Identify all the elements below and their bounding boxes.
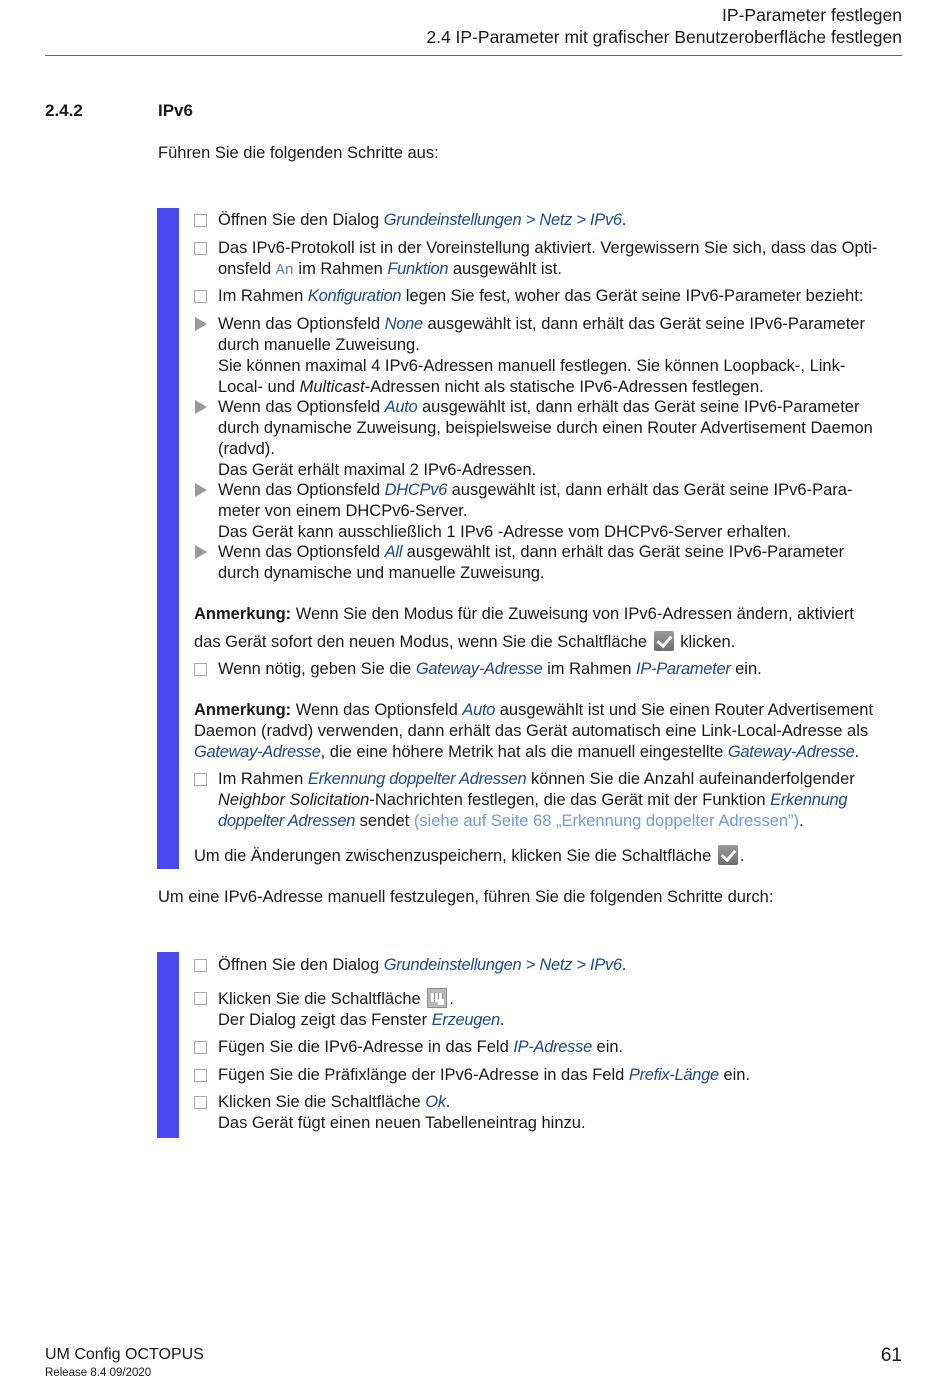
window-erzeugen: Erzeugen — [431, 1011, 500, 1029]
instruction-bar-1 — [157, 208, 179, 869]
checkbox-step-icon — [194, 290, 207, 303]
create-button-icon — [427, 988, 447, 1008]
step-check-protocol-cont: onsfeld An im Rahmen Funktion ausgewählt ist. — [218, 260, 562, 279]
option-none: None — [384, 315, 423, 333]
triangle-bullet-icon — [195, 317, 207, 331]
frame-konfiguration: Konfiguration — [307, 287, 402, 305]
field-prefix-laenge: Prefix-Länge — [628, 1066, 719, 1084]
note2-line1: Anmerkung: Wenn das Optionsfeld Auto ausgewählt ist und Sie einen Router Advertisement — [194, 701, 874, 719]
triangle-bullet-icon — [195, 483, 207, 497]
button-ok-label: Ok — [425, 1093, 446, 1111]
checkbox-step-icon — [194, 959, 207, 972]
step2-prefix-length: Fügen Sie die Präfixlänge der IPv6-Adresse in das Feld Prefix-Länge ein. — [218, 1066, 751, 1084]
checkbox-step-icon — [194, 773, 207, 786]
intro-text: Führen Sie die folgenden Schritte aus: — [158, 144, 439, 162]
option-an: An — [275, 262, 294, 279]
menu-path: Grundeinstellungen > Netz > IPv6 — [383, 956, 622, 974]
step2-click-ok-cont: Das Gerät fügt einen neuen Tabelleneintrag hinzu. — [218, 1114, 586, 1132]
header-chapter: IP-Parameter festlegen — [722, 5, 902, 25]
option-dhcpv6: DHCPv6 — [384, 481, 448, 499]
option-auto: Auto — [384, 398, 418, 416]
frame-erkennung-doppelter-adressen: Erkennung doppelter Adressen — [307, 770, 527, 788]
checkbox-step-icon — [194, 1096, 207, 1109]
checkbox-step-icon — [194, 1069, 207, 1082]
note2-line3: Gateway-Adresse, die eine höhere Metrik hat als die manuell eingestellte Gateway-Adresse. — [194, 743, 860, 761]
checkbox-step-icon — [194, 214, 207, 227]
step2-click-create: Klicken Sie die Schaltfläche . — [218, 990, 454, 1008]
step2-open-dialog: Öffnen Sie den Dialog Grundeinstellungen > Netz > IPv6. — [218, 956, 627, 974]
step-open-dialog: Öffnen Sie den Dialog Grundeinstellungen > Netz > IPv6. — [218, 211, 627, 229]
footer-release: Release 8.4 09/2020 — [45, 1367, 152, 1379]
option-auto-line2: durch dynamische Zuweisung, beispielsweise durch einen Router Advertisement Daemon — [218, 419, 873, 437]
section-title: IPv6 — [158, 101, 193, 120]
option-auto-line4: Das Gerät erhält maximal 2 IPv6-Adressen. — [218, 461, 537, 479]
check-button-icon — [654, 631, 674, 651]
option-auto-line3: (radvd). — [218, 440, 275, 458]
field-gateway-adresse: Gateway-Adresse — [415, 660, 543, 678]
note1-line2: das Gerät sofort den neuen Modus, wenn Sie die Schaltfläche klicken. — [194, 633, 736, 651]
cross-reference-link[interactable]: (siehe auf Seite 68 „Erkennung doppelter Adressen”) — [413, 812, 800, 830]
page-number: 61 — [880, 1345, 902, 1366]
step2-click-create-cont: Der Dialog zeigt das Fenster Erzeugen. — [218, 1011, 505, 1029]
header-section: 2.4 IP-Parameter mit grafischer Benutzeroberfläche festlegen — [426, 27, 902, 47]
step2-ip-address: Fügen Sie die IPv6-Adresse in das Feld IP-Adresse ein. — [218, 1038, 624, 1056]
option-none-line2: durch manuelle Zuweisung. — [218, 336, 420, 354]
header-rule — [45, 55, 902, 56]
step-gateway: Wenn nötig, geben Sie die Gateway-Adresse im Rahmen IP-Parameter ein. — [218, 660, 762, 678]
step2-click-ok: Klicken Sie die Schaltfläche Ok. — [218, 1093, 451, 1111]
frame-funktion: Funktion — [387, 260, 449, 278]
checkbox-step-icon — [194, 1041, 207, 1054]
menu-path: Grundeinstellungen > Netz > IPv6 — [383, 211, 622, 229]
option-none-line3: Sie können maximal 4 IPv6-Adressen manuell festlegen. Sie können Loopback-, Link- — [218, 357, 846, 375]
step-configuration: Im Rahmen Konfiguration legen Sie fest, woher das Gerät seine IPv6-Parameter bezieht: — [218, 287, 864, 305]
triangle-bullet-icon — [195, 400, 207, 414]
checkbox-step-icon — [194, 242, 207, 255]
step-dad-line3: doppelter Adressen sendet (siehe auf Seite 68 „Erkennung doppelter Adressen”). — [218, 812, 804, 830]
option-none-line4: Local- und Multicast-Adressen nicht als statische IPv6-Adressen festlegen. — [218, 378, 764, 396]
intro2-text: Um eine IPv6-Adresse manuell festzulegen, führen Sie die folgenden Schritte durch: — [158, 888, 774, 906]
section-number: 2.4.2 — [45, 101, 83, 120]
note2-line2: Daemon (radvd) verwenden, dann erhält das Gerät automatisch eine Link-Local-Adresse als — [194, 722, 869, 740]
frame-ip-parameter: IP-Parameter — [636, 660, 731, 678]
option-dhcpv6-line2: meter von einem DHCPv6-Server. — [218, 502, 468, 520]
option-all-line2: durch dynamische und manuelle Zuweisung. — [218, 564, 545, 582]
field-ip-adresse: IP-Adresse — [513, 1038, 592, 1056]
option-dhcpv6-line3: Das Gerät kann ausschließlich 1 IPv6 -Adresse vom DHCPv6-Server erhalten. — [218, 523, 792, 541]
option-none-line1: Wenn das Optionsfeld None ausgewählt ist, dann erhält das Gerät seine IPv6-Parameter — [218, 315, 865, 333]
option-auto-line1: Wenn das Optionsfeld Auto ausgewählt ist, dann erhält das Gerät seine IPv6-Parameter — [218, 398, 860, 416]
option-all-line1: Wenn das Optionsfeld All ausgewählt ist, dann erhält das Gerät seine IPv6-Parameter — [218, 543, 845, 561]
option-all: All — [384, 543, 403, 561]
checkbox-step-icon — [194, 992, 207, 1005]
note1-line1: Anmerkung: Wenn Sie den Modus für die Zuweisung von IPv6-Adressen ändern, aktiviert — [194, 605, 855, 623]
step-dad-line1: Im Rahmen Erkennung doppelter Adressen können Sie die Anzahl aufeinanderfolgender — [218, 770, 855, 788]
checkbox-step-icon — [194, 663, 207, 676]
option-dhcpv6-line1: Wenn das Optionsfeld DHCPv6 ausgewählt ist, dann erhält das Gerät seine IPv6-Para- — [218, 481, 853, 499]
instruction-bar-2 — [157, 952, 179, 1138]
triangle-bullet-icon — [195, 545, 207, 559]
step-dad-line2: Neighbor Solicitation-Nachrichten festlegen, die das Gerät mit der Funktion Erkennung — [218, 791, 848, 809]
step-check-protocol: Das IPv6-Protokoll ist in der Voreinstellung aktiviert. Vergewissern Sie sich, dass das Opti- — [218, 239, 878, 257]
footer-title: UM Config OCTOPUS — [45, 1346, 204, 1363]
check-button-icon — [718, 845, 738, 865]
save-instruction: Um die Änderungen zwischenzuspeichern, klicken Sie die Schaltfläche . — [194, 847, 745, 865]
